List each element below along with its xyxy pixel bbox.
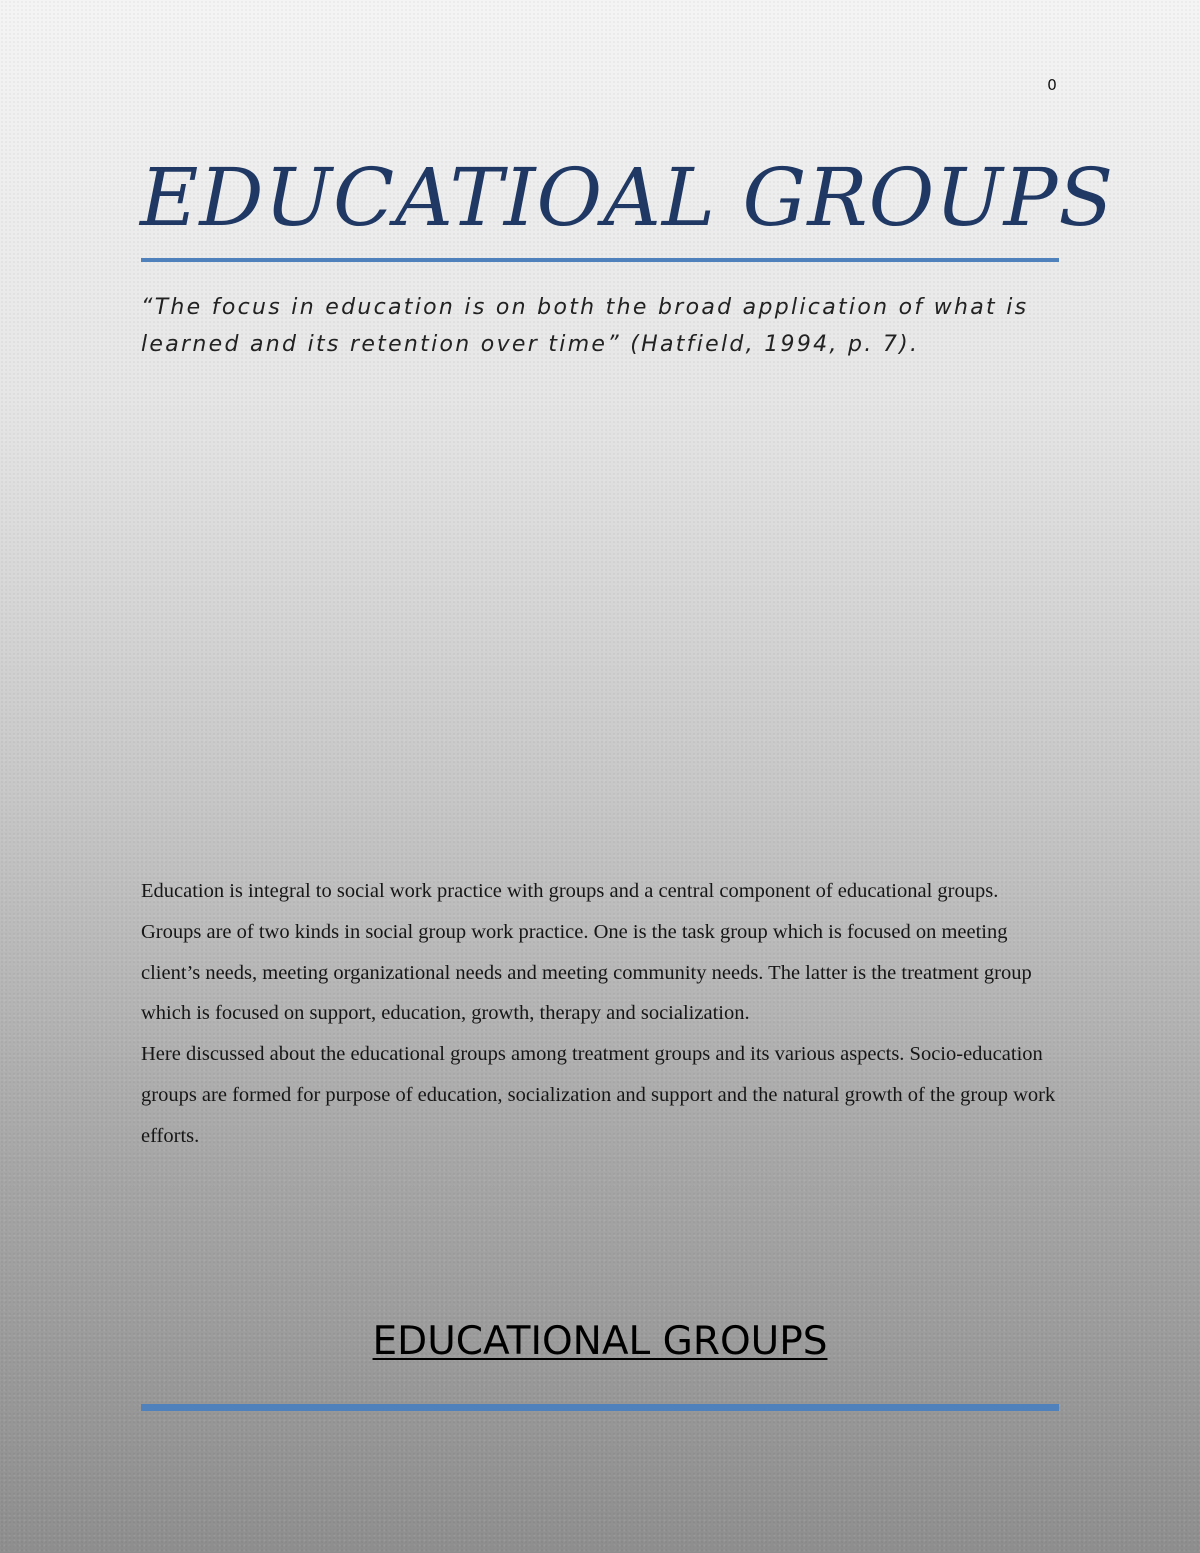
section-heading — [0, 1314, 1200, 1370]
title-divider — [141, 258, 1059, 262]
page-number: 0 — [1047, 76, 1057, 94]
paragraph-1: Education is integral to social work practice with groups and a central component of educational groups. Groups are of two kinds in social group work practice. One is the task group which is focused on meeting client’s needs, meeting organizational needs and meeting community needs. The latter is the treatment group which is focused on support, education, growth, therapy and socialization. — [141, 880, 1032, 1025]
paragraph-2: Here discussed about the educational groups among treatment groups and its various aspects. Socio-education groups are formed for purpose of education, socialization and support and the natural growth of the group work efforts. — [141, 1043, 1056, 1147]
section-heading-text: EDUCATIONAL GROUPS — [372, 1319, 828, 1364]
body-text — [141, 871, 1061, 1157]
epigraph-quote: “The focus in education is on both the broad application of what is learned and its retention over time” (Hatfield, 1994, p. 7). — [141, 295, 1029, 357]
section-divider — [141, 1404, 1059, 1411]
document-title: EDUCATIOAL GROUPS — [140, 151, 1115, 244]
